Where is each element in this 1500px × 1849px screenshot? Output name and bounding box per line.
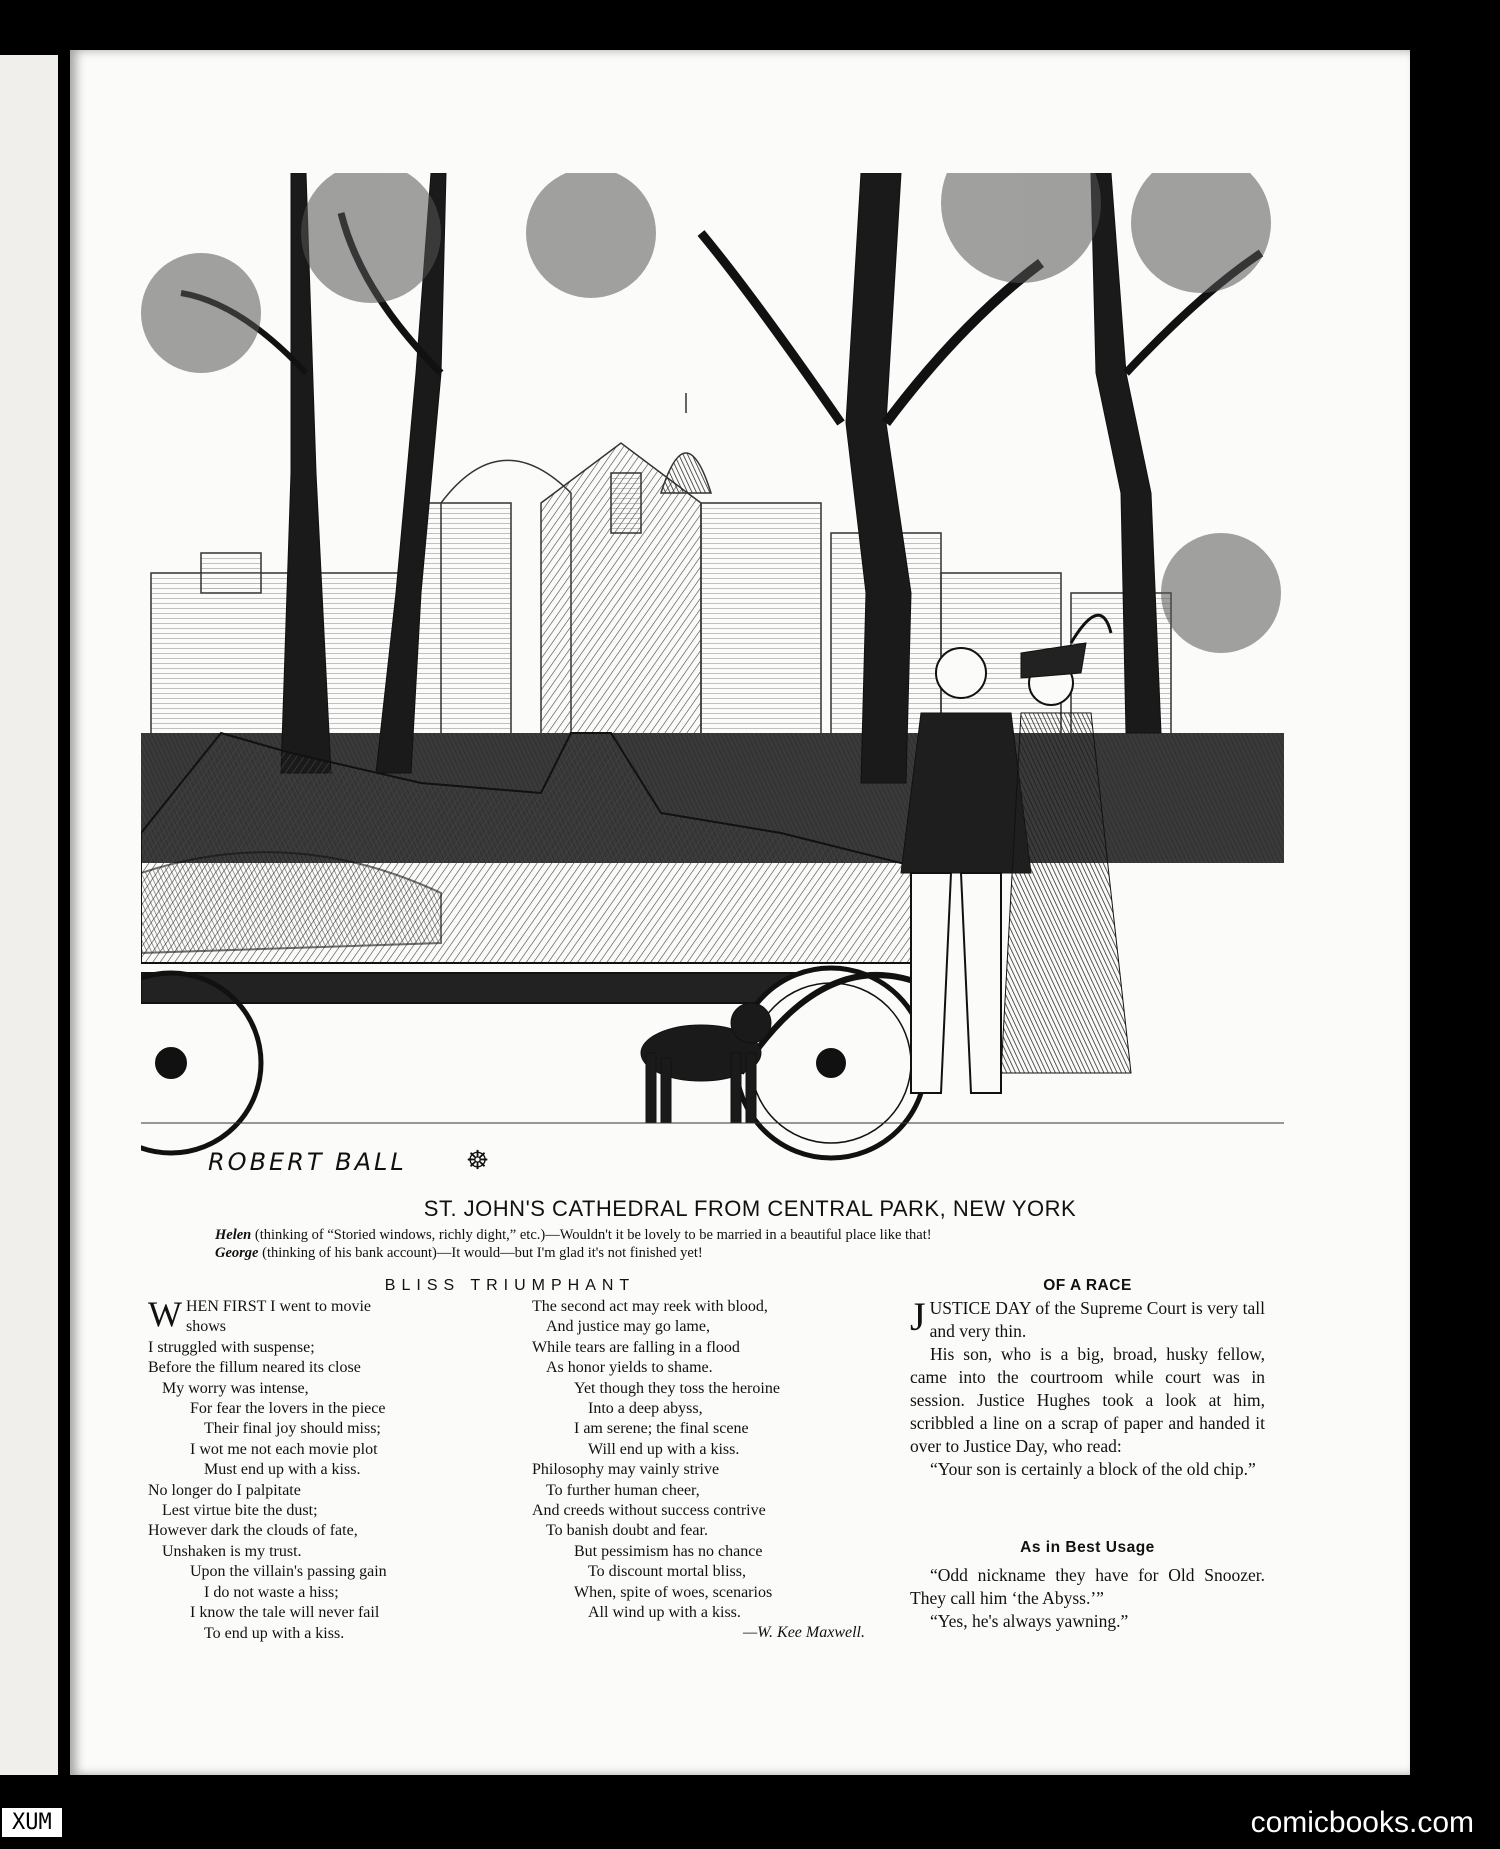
poem-line: The second act may reek with blood, bbox=[532, 1298, 768, 1315]
race-article bbox=[910, 1294, 1265, 1481]
race-title: OF A RACE bbox=[1043, 1277, 1132, 1294]
speaker-george: George bbox=[215, 1245, 259, 1261]
caption-line-george bbox=[215, 1244, 1215, 1262]
poem-line: Philosophy may vainly strive bbox=[532, 1461, 720, 1479]
poem-line: My worry was intense, bbox=[162, 1379, 309, 1397]
poem-line: To discount mortal bliss, bbox=[588, 1563, 746, 1581]
poem-line: And justice may go lame, bbox=[546, 1318, 710, 1336]
poem-line: To banish doubt and fear. bbox=[546, 1522, 708, 1540]
poem-line: I struggled with suspense; bbox=[148, 1338, 315, 1356]
cartoon-title: ST. JOHN'S CATHEDRAL FROM CENTRAL PARK, NEW YORK bbox=[423, 1196, 1077, 1221]
poem-line: Upon the villain's passing gain bbox=[190, 1563, 387, 1581]
caption-line-helen bbox=[215, 1226, 1215, 1244]
artist-signature: ROBERT BALL bbox=[208, 1148, 407, 1176]
poem-line: No longer do I palpitate bbox=[148, 1481, 301, 1499]
poem-line: Unshaken is my trust. bbox=[162, 1542, 302, 1560]
race-p1-text: USTICE DAY of the Supreme Court is very tall and very thin. bbox=[929, 1298, 1265, 1341]
usage-paragraph-2: “Yes, he's always yawning.” bbox=[930, 1611, 1129, 1631]
poem-line: Into a deep abyss, bbox=[588, 1400, 703, 1418]
artist-monogram-icon: ☸ bbox=[466, 1146, 490, 1175]
poem-column-2 bbox=[532, 1297, 872, 1624]
usage-title: As in Best Usage bbox=[1020, 1539, 1155, 1556]
poem-line: When, spite of woes, scenarios bbox=[574, 1583, 773, 1601]
george-text: (thinking of his bank account)—It would—but I'm glad it's not finished yet! bbox=[258, 1245, 703, 1261]
poem-line: But pessimism has no chance bbox=[574, 1542, 763, 1560]
poem-line: I am serene; the final scene bbox=[574, 1420, 749, 1438]
speaker-helen: Helen bbox=[215, 1227, 252, 1243]
poem-attribution: —W. Kee Maxwell. bbox=[742, 1624, 865, 1641]
poem-line: Their final joy should miss; bbox=[204, 1420, 381, 1438]
poem-line: Will end up with a kiss. bbox=[588, 1440, 740, 1458]
poem-line: To end up with a kiss. bbox=[204, 1624, 345, 1642]
poem-title: BLISS TRIUMPHANT bbox=[384, 1277, 636, 1294]
poem-line: As honor yields to shame. bbox=[546, 1359, 713, 1377]
poem-line: Before the fillum neared its close bbox=[148, 1359, 361, 1377]
poem-line: Yet though they toss the heroine bbox=[574, 1379, 780, 1397]
race-paragraph-2: His son, who is a big, broad, husky fellow, came into the courtroom while court was in session. Justice Hughes took a look at him, scribbled a line on a scrap of paper and handed it over to Justice Day, who read: bbox=[910, 1344, 1265, 1456]
race-paragraph-3: “Your son is certainly a block of the old chip.” bbox=[930, 1459, 1256, 1479]
facing-page-edge bbox=[0, 55, 58, 1775]
poem-column-1 bbox=[148, 1294, 478, 1644]
usage-article bbox=[910, 1564, 1265, 1633]
race-paragraph-1 bbox=[910, 1294, 1265, 1343]
illustration-cathedral-park bbox=[141, 173, 1284, 1173]
helen-text: (thinking of “Storied windows, richly dight,” etc.)—Wouldn't it be lovely to be married in a beautiful place like that! bbox=[251, 1227, 932, 1243]
race-dropcap: J bbox=[910, 1294, 926, 1339]
site-watermark: comicbooks.com bbox=[1250, 1806, 1474, 1839]
corner-tag: XUM bbox=[2, 1808, 62, 1837]
poem-line: shows bbox=[185, 1318, 226, 1336]
poem-line: While tears are falling in a flood bbox=[532, 1338, 740, 1356]
poem-line: For fear the lovers in the piece bbox=[190, 1400, 386, 1418]
poem-line: However dark the clouds of fate, bbox=[148, 1522, 358, 1540]
poem-line: I know the tale will never fail bbox=[190, 1604, 380, 1622]
poem-line: Lest virtue bite the dust; bbox=[162, 1502, 318, 1520]
poem-line: I do not waste a hiss; bbox=[204, 1583, 339, 1601]
poem-dropcap: W bbox=[148, 1294, 182, 1334]
usage-paragraph-1: “Odd nickname they have for Old Snoozer. They call him ‘the Abyss.’” bbox=[910, 1565, 1265, 1608]
poem-line: And creeds without success contrive bbox=[532, 1502, 766, 1520]
poem-line: I wot me not each movie plot bbox=[190, 1440, 378, 1458]
dog bbox=[641, 1003, 771, 1123]
poem-line: To further human cheer, bbox=[546, 1481, 700, 1499]
poem-line: All wind up with a kiss. bbox=[588, 1604, 741, 1622]
poem-line: Must end up with a kiss. bbox=[204, 1461, 361, 1479]
poem-line: HEN FIRST I went to movie bbox=[185, 1298, 372, 1315]
